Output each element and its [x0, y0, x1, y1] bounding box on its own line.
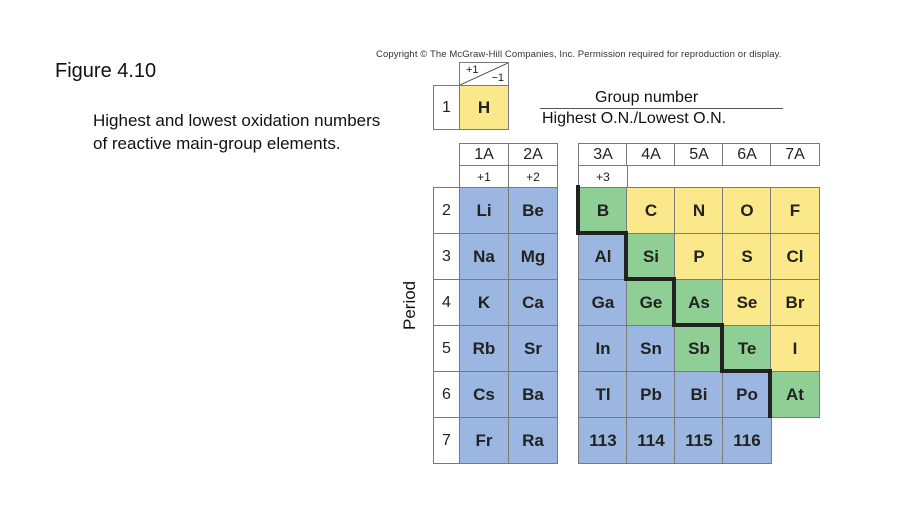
metal-nonmetal-divider	[624, 277, 676, 281]
hydrogen-oxidation-cell	[459, 62, 509, 86]
element-Cl: Cl	[770, 233, 820, 280]
element-115: 115	[674, 417, 724, 464]
period-4-label: 4	[433, 279, 460, 326]
metal-nonmetal-divider	[720, 323, 724, 372]
group-header-2A: 2A	[508, 143, 558, 166]
period-axis-label: Period	[400, 280, 419, 330]
period-5-label: 5	[433, 325, 460, 372]
group-header-7A: 7A	[770, 143, 820, 166]
element-Sb: Sb	[674, 325, 724, 372]
element-Cs: Cs	[459, 371, 509, 418]
element-Si: Si	[626, 233, 676, 280]
element-Ga: Ga	[578, 279, 628, 326]
element-Po: Po	[722, 371, 772, 418]
element-Se: Se	[722, 279, 772, 326]
metal-nonmetal-divider	[768, 369, 772, 418]
element-S: S	[722, 233, 772, 280]
element-Sr: Sr	[508, 325, 558, 372]
element-Ba: Ba	[508, 371, 558, 418]
hydrogen-lowest-on: −1	[491, 72, 504, 84]
period-7-label: 7	[433, 417, 460, 464]
element-Pb: Pb	[626, 371, 676, 418]
metal-nonmetal-divider	[672, 277, 676, 326]
group-header-1A: 1A	[459, 143, 509, 166]
element-At: At	[770, 371, 820, 418]
metal-nonmetal-divider	[576, 231, 628, 235]
element-H: H	[459, 85, 509, 130]
element-Na: Na	[459, 233, 509, 280]
element-Rb: Rb	[459, 325, 509, 372]
group-header-4A: 4A	[626, 143, 676, 166]
period-1-label: 1	[433, 85, 460, 130]
element-Bi: Bi	[674, 371, 724, 418]
copyright-notice: Copyright © The McGraw-Hill Companies, Inc. Permission required for reproduction or display.	[376, 49, 782, 60]
element-116: 116	[722, 417, 772, 464]
slide-description: Highest and lowest oxidation numbers of reactive main-group elements.	[93, 111, 381, 153]
element-Ca: Ca	[508, 279, 558, 326]
element-F: F	[770, 187, 820, 234]
element-O: O	[722, 187, 772, 234]
element-C: C	[626, 187, 676, 234]
period-6-label: 6	[433, 371, 460, 418]
diagonal-divider	[460, 63, 508, 85]
metal-nonmetal-divider	[720, 369, 772, 373]
legend-divider	[540, 108, 783, 109]
slide-title: Figure 4.10	[55, 60, 157, 82]
group-header-5A: 5A	[674, 143, 724, 166]
element-K: K	[459, 279, 509, 326]
element-Be: Be	[508, 187, 558, 234]
element-Tl: Tl	[578, 371, 628, 418]
oxidation-cell-3A: +3	[578, 165, 628, 188]
metal-nonmetal-divider	[624, 231, 628, 280]
hydrogen-highest-on: +1	[466, 64, 479, 76]
element-N: N	[674, 187, 724, 234]
group-header-3A: 3A	[578, 143, 628, 166]
element-As: As	[674, 279, 724, 326]
element-Ge: Ge	[626, 279, 676, 326]
element-Fr: Fr	[459, 417, 509, 464]
element-Br: Br	[770, 279, 820, 326]
element-Mg: Mg	[508, 233, 558, 280]
legend-group-number: Group number	[595, 89, 699, 106]
element-114: 114	[626, 417, 676, 464]
element-I: I	[770, 325, 820, 372]
oxidation-cell-1A: +1	[459, 165, 509, 188]
element-In: In	[578, 325, 628, 372]
element-Al: Al	[578, 233, 628, 280]
group-header-6A: 6A	[722, 143, 772, 166]
oxidation-cell-2A: +2	[508, 165, 558, 188]
metal-nonmetal-divider	[576, 185, 580, 234]
element-Li: Li	[459, 187, 509, 234]
legend-oxidation-numbers: Highest O.N./Lowest O.N.	[542, 110, 727, 127]
element-B: B	[578, 187, 628, 234]
period-2-label: 2	[433, 187, 460, 234]
element-Sn: Sn	[626, 325, 676, 372]
element-113: 113	[578, 417, 628, 464]
element-Ra: Ra	[508, 417, 558, 464]
element-P: P	[674, 233, 724, 280]
period-3-label: 3	[433, 233, 460, 280]
element-Te: Te	[722, 325, 772, 372]
metal-nonmetal-divider	[672, 323, 724, 327]
